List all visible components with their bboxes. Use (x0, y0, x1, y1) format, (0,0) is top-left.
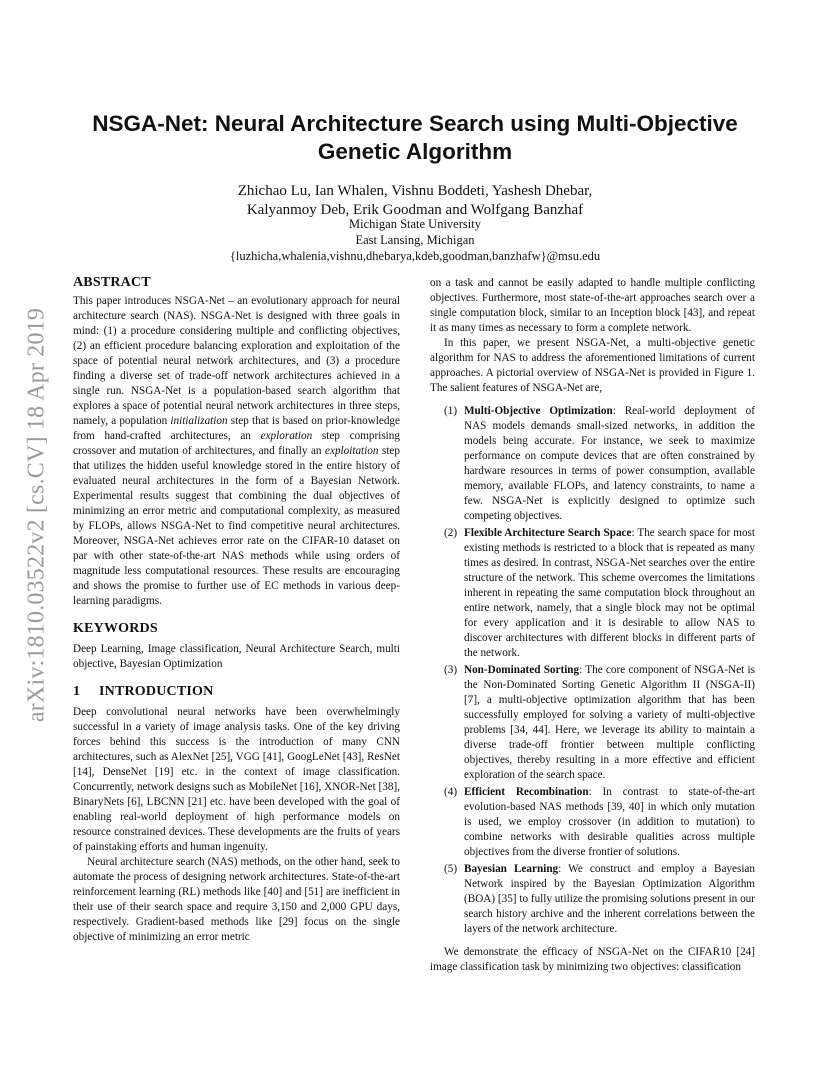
abstract-heading: ABSTRACT (73, 275, 151, 290)
left-column (73, 275, 400, 945)
right-paragraph-features: In this paper, we present NSGA-Net, a multi-objective genetic algorithm for NAS to address the aforementioned limitations of current approaches. A pictorial overview of NSGA-Net is provided in Figure 1. The salient features of NSGA-Net are, (430, 337, 755, 394)
feature-list (430, 404, 755, 937)
list-item: (3) Non-Dominated Sorting: The core component of NSGA-Net is the Non-Dominated Sorting Genetic Algorithm II (NSGA-II) [7], a multi-objective optimization algorithm that has been successfully employed for solving a variety of multi-objective problems [34, 44]. Here, we leverage its ability to maintain a diverse trade-off frontier between multiple conflicting objectives, thereby resulting in a more effective and efficient exploration of the search space. (444, 664, 755, 781)
right-paragraph-continued: on a task and cannot be easily adapted to handle multiple conflicting objectives. Furthermore, most state-of-the-art approaches search over a single computation block, similar to an Inception block [43], and repeat it as many times as necessary to form a complete network. (430, 277, 755, 334)
abstract-text: This paper introduces NSGA-Net – an evolutionary approach for neural architecture search (NAS). NSGA-Net is designed with three goals in mind: (1) a procedure considering multiple and conflicting objectives, (2) an efficient procedure balancing exploration and exploitation of the space of potential neural network architectures, and (3) a procedure finding a diverse set of trade-off network architectures achieved in a single run. NSGA-Net is a population-based search algorithm that explores a space of potential neural network architectures in three steps, namely, a population initialization step that is based on prior-knowledge from hand-crafted architectures, an exploration step comprising crossover and mutation of architectures, and finally an exploitation step that utilizes the hidden useful knowledge stored in the entire history of evaluated neural architectures in the form of a Bayesian Network. Experimental results suggest that combining the dual objectives of minimizing an error metric and computational complexity, as measured by FLOPs, allows NSGA-Net to find competitive neural architectures. Moreover, NSGA-Net achieves error rate on the CIFAR-10 dataset on par with other state-of-the-art NAS methods while using orders of magnitude less computational resources. These results are encouraging and shows the promise to further use of EC methods in various deep-learning paradigms. (73, 295, 400, 607)
intro-paragraph-1: Deep convolutional neural networks have been overwhelmingly successful in a variety of image analysis tasks. One of the key driving forces behind this success is the introduction of many CNN architectures, such as AlexNet [25], VGG [41], GoogLeNet [43], ResNet [14], DenseNet [19] etc. in the context of image classification. Concurrently, network designs such as MobileNet [16], XNOR-Net [38], BinaryNets [6], LBCNN [21] etc. have been developed with the goal of enabling real-world deployment of high performance models on resource constrained devices. These developments are the fruits of years of painstaking efforts and human ingenuity. (73, 706, 400, 853)
introduction-heading (73, 684, 400, 699)
title-line-2: Genetic Algorithm (317, 139, 513, 164)
intro-paragraph-2: Neural architecture search (NAS) methods, on the other hand, seek to automate the process of designing network architectures. State-of-the-art reinforcement learning (RL) methods like [40] and [51] are inefficient in their use of their search space and require 3,150 and 2,000 GPU days, respectively. Gradient-based methods like [29] focus on the single objective of minimizing an error metric (73, 856, 400, 943)
list-item: (2) Flexible Architecture Search Space: The search space for most existing methods is restricted to a block that is repeated as many times as desired. In contrast, NSGA-Net searches over the entire structure of the network. This scheme overcomes the limitations inherent in repeating the same computation block throughout an entire network, namely, that a single block may not be optimal for every application and it is desirable to allow NAS to discover architectures with different blocks in different parts of the network. (444, 527, 755, 659)
arxiv-sidebar (14, 280, 60, 750)
list-item: (5) Bayesian Learning: We construct and employ a Bayesian Network inspired by the Bayesian Optimization Algorithm (BOA) [35] to fully utilize the promising solutions present in our search history archive and the inherent correlations between the layers of the network architecture. (444, 863, 755, 935)
affiliation-emails: {luzhicha,whalenia,vishnu,dhebarya,kdeb,goodman,banzhafw}@msu.edu (229, 249, 601, 263)
paper-title (70, 110, 760, 166)
author-list (60, 182, 770, 220)
affiliation (60, 216, 770, 264)
authors-line-1: Zhichao Lu, Ian Whalen, Vishnu Boddeti, Yashesh Dhebar, (237, 183, 593, 199)
right-column (430, 276, 755, 975)
authors-line-2: Kalyanmoy Deb, Erik Goodman and Wolfgang Banzhaf (246, 202, 584, 218)
right-paragraph-final: We demonstrate the efficacy of NSGA-Net on the CIFAR10 [24] image classification task by minimizing two objectives: classification (430, 946, 755, 973)
keywords-heading: KEYWORDS (73, 621, 158, 636)
arxiv-identifier: arXiv:1810.03522v2 [cs.CV] 18 Apr 2019 (23, 307, 50, 723)
section-title: INTRODUCTION (99, 684, 214, 699)
list-item: (4) Efficient Recombination: In contrast to state-of-the-art evolution-based NAS methods [39, 40] in which only mutation is used, we employ crossover (in addition to mutation) to combine networks with desirable qualities across multiple objectives from the diverse frontier of solutions. (444, 786, 755, 858)
list-item: (1) Multi-Objective Optimization: Real-world deployment of NAS models demands small-sized networks, in addition the models being accurate. For instance, we seek to maximize performance on compute devices that are often constrained by hardware resources in terms of power consumption, available memory, available FLOPs, and latency constraints, to name a few. NSGA-Net is explicitly designed to optimize such competing objectives. (444, 405, 755, 522)
section-number: 1 (73, 684, 81, 699)
keywords-text: Deep Learning, Image classification, Neural Architecture Search, multi objective, Bayesian Optimization (73, 643, 400, 670)
affiliation-university: Michigan State University (349, 217, 481, 231)
affiliation-location: East Lansing, Michigan (355, 233, 475, 247)
title-line-1: NSGA-Net: Neural Architecture Search using Multi-Objective (92, 111, 738, 136)
